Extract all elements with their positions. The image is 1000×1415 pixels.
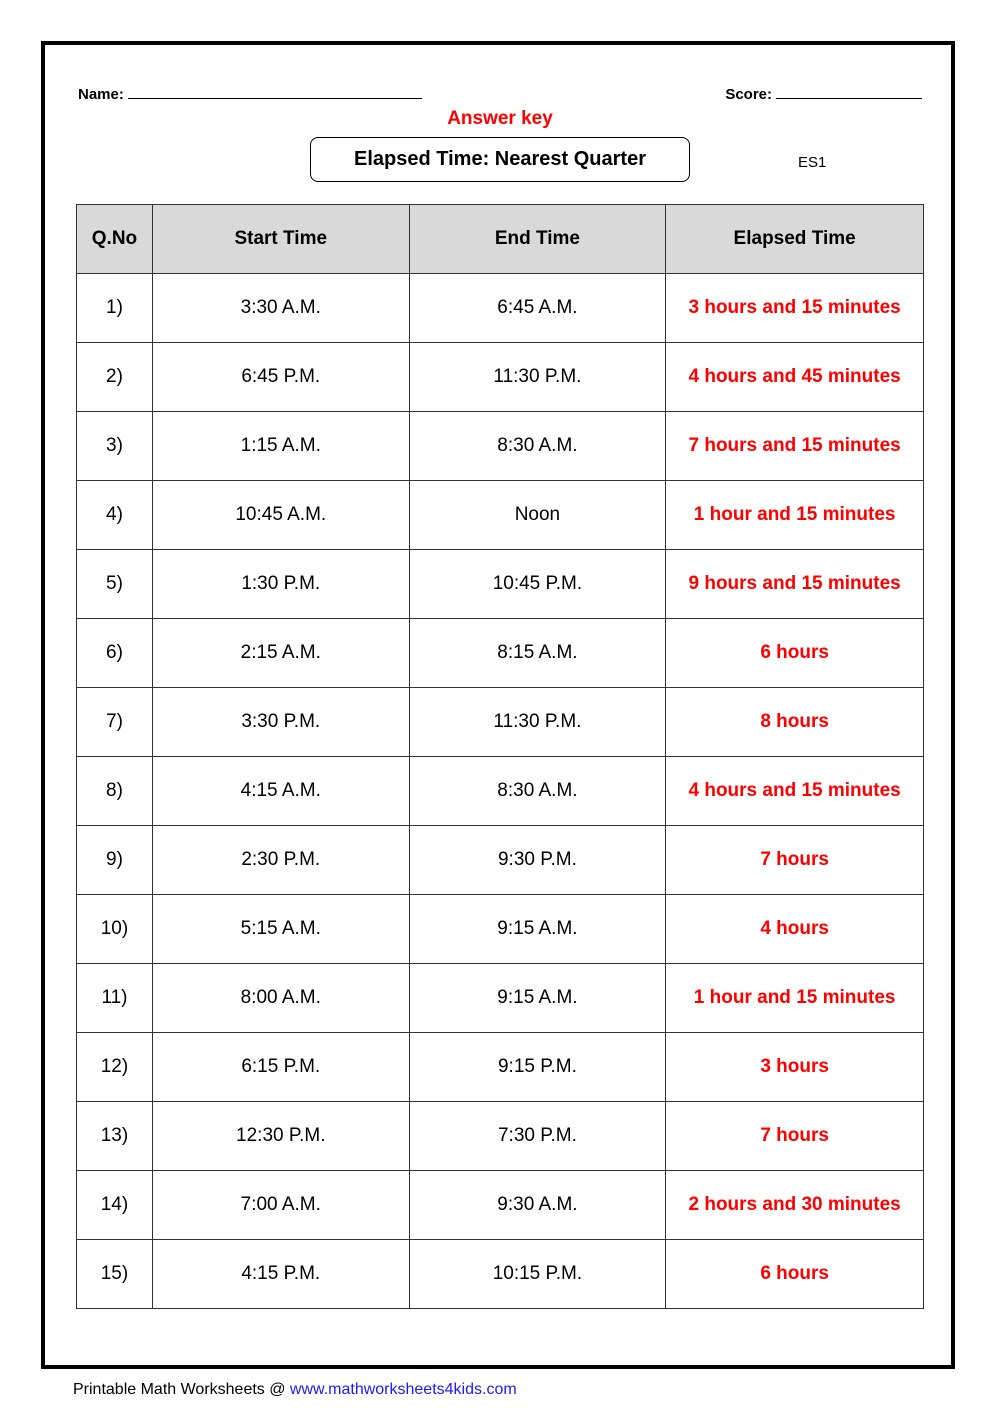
start-time-cell: 8:00 A.M. bbox=[152, 964, 409, 1033]
column-header-qno: Q.No bbox=[77, 205, 153, 274]
question-number: 6) bbox=[77, 619, 153, 688]
start-time-cell: 1:30 P.M. bbox=[152, 550, 409, 619]
elapsed-time-answer: 1 hour and 15 minutes bbox=[666, 964, 924, 1033]
table-row bbox=[77, 1171, 924, 1240]
table-row bbox=[77, 1102, 924, 1171]
start-time-cell: 7:00 A.M. bbox=[152, 1171, 409, 1240]
column-header-start-time: Start Time bbox=[152, 205, 409, 274]
start-time-cell: 2:15 A.M. bbox=[152, 619, 409, 688]
table-row bbox=[77, 1240, 924, 1309]
end-time-cell: 7:30 P.M. bbox=[409, 1102, 666, 1171]
end-time-cell: 10:45 P.M. bbox=[409, 550, 666, 619]
table-row bbox=[77, 412, 924, 481]
question-number: 10) bbox=[77, 895, 153, 964]
elapsed-time-answer: 9 hours and 15 minutes bbox=[666, 550, 924, 619]
end-time-cell: 9:15 P.M. bbox=[409, 1033, 666, 1102]
question-number: 2) bbox=[77, 343, 153, 412]
score-label: Score: bbox=[725, 86, 772, 103]
question-number: 3) bbox=[77, 412, 153, 481]
start-time-cell: 3:30 P.M. bbox=[152, 688, 409, 757]
score-field[interactable] bbox=[725, 84, 922, 103]
start-time-cell: 5:15 A.M. bbox=[152, 895, 409, 964]
column-header-end-time: End Time bbox=[409, 205, 666, 274]
table-row bbox=[77, 688, 924, 757]
elapsed-time-answer: 7 hours bbox=[666, 1102, 924, 1171]
start-time-cell: 2:30 P.M. bbox=[152, 826, 409, 895]
end-time-cell: Noon bbox=[409, 481, 666, 550]
footer bbox=[73, 1381, 517, 1399]
question-number: 7) bbox=[77, 688, 153, 757]
start-time-cell: 6:15 P.M. bbox=[152, 1033, 409, 1102]
name-blank[interactable] bbox=[128, 84, 422, 99]
name-label: Name: bbox=[78, 86, 124, 103]
question-number: 1) bbox=[77, 274, 153, 343]
table-row bbox=[77, 757, 924, 826]
elapsed-time-answer: 3 hours bbox=[666, 1033, 924, 1102]
start-time-cell: 1:15 A.M. bbox=[152, 412, 409, 481]
score-blank[interactable] bbox=[776, 84, 922, 99]
footer-text: Printable Math Worksheets @ bbox=[73, 1381, 290, 1398]
question-number: 13) bbox=[77, 1102, 153, 1171]
question-number: 15) bbox=[77, 1240, 153, 1309]
start-time-cell: 12:30 P.M. bbox=[152, 1102, 409, 1171]
worksheet-title: Elapsed Time: Nearest Quarter bbox=[310, 137, 690, 182]
table-row bbox=[77, 274, 924, 343]
table-row bbox=[77, 550, 924, 619]
end-time-cell: 11:30 P.M. bbox=[409, 343, 666, 412]
start-time-cell: 4:15 A.M. bbox=[152, 757, 409, 826]
table-row bbox=[77, 826, 924, 895]
elapsed-time-answer: 4 hours and 15 minutes bbox=[666, 757, 924, 826]
question-number: 4) bbox=[77, 481, 153, 550]
footer-link[interactable]: www.mathworksheets4kids.com bbox=[289, 1381, 517, 1398]
elapsed-time-answer: 2 hours and 30 minutes bbox=[666, 1171, 924, 1240]
question-number: 5) bbox=[77, 550, 153, 619]
table-row bbox=[77, 964, 924, 1033]
question-number: 12) bbox=[77, 1033, 153, 1102]
elapsed-time-answer: 4 hours bbox=[666, 895, 924, 964]
end-time-cell: 9:30 A.M. bbox=[409, 1171, 666, 1240]
start-time-cell: 10:45 A.M. bbox=[152, 481, 409, 550]
end-time-cell: 11:30 P.M. bbox=[409, 688, 666, 757]
end-time-cell: 9:15 A.M. bbox=[409, 895, 666, 964]
table-row bbox=[77, 481, 924, 550]
start-time-cell: 6:45 P.M. bbox=[152, 343, 409, 412]
table-row bbox=[77, 619, 924, 688]
end-time-cell: 6:45 A.M. bbox=[409, 274, 666, 343]
end-time-cell: 9:30 P.M. bbox=[409, 826, 666, 895]
question-number: 9) bbox=[77, 826, 153, 895]
end-time-cell: 10:15 P.M. bbox=[409, 1240, 666, 1309]
elapsed-time-answer: 6 hours bbox=[666, 1240, 924, 1309]
start-time-cell: 4:15 P.M. bbox=[152, 1240, 409, 1309]
table-row bbox=[77, 895, 924, 964]
question-number: 11) bbox=[77, 964, 153, 1033]
table-header-row bbox=[77, 205, 924, 274]
table-row bbox=[77, 1033, 924, 1102]
table-row bbox=[77, 343, 924, 412]
elapsed-time-answer: 6 hours bbox=[666, 619, 924, 688]
end-time-cell: 9:15 A.M. bbox=[409, 964, 666, 1033]
elapsed-time-answer: 7 hours bbox=[666, 826, 924, 895]
end-time-cell: 8:30 A.M. bbox=[409, 757, 666, 826]
elapsed-time-answer: 1 hour and 15 minutes bbox=[666, 481, 924, 550]
elapsed-time-table bbox=[76, 204, 924, 1309]
elapsed-time-answer: 4 hours and 45 minutes bbox=[666, 343, 924, 412]
answer-key-label: Answer key bbox=[447, 108, 553, 129]
start-time-cell: 3:30 A.M. bbox=[152, 274, 409, 343]
column-header-elapsed-time: Elapsed Time bbox=[666, 205, 924, 274]
elapsed-time-answer: 8 hours bbox=[666, 688, 924, 757]
elapsed-time-answer: 3 hours and 15 minutes bbox=[666, 274, 924, 343]
end-time-cell: 8:15 A.M. bbox=[409, 619, 666, 688]
question-number: 14) bbox=[77, 1171, 153, 1240]
end-time-cell: 8:30 A.M. bbox=[409, 412, 666, 481]
question-number: 8) bbox=[77, 757, 153, 826]
worksheet-code: ES1 bbox=[798, 154, 827, 171]
elapsed-time-answer: 7 hours and 15 minutes bbox=[666, 412, 924, 481]
name-field[interactable] bbox=[78, 84, 422, 103]
